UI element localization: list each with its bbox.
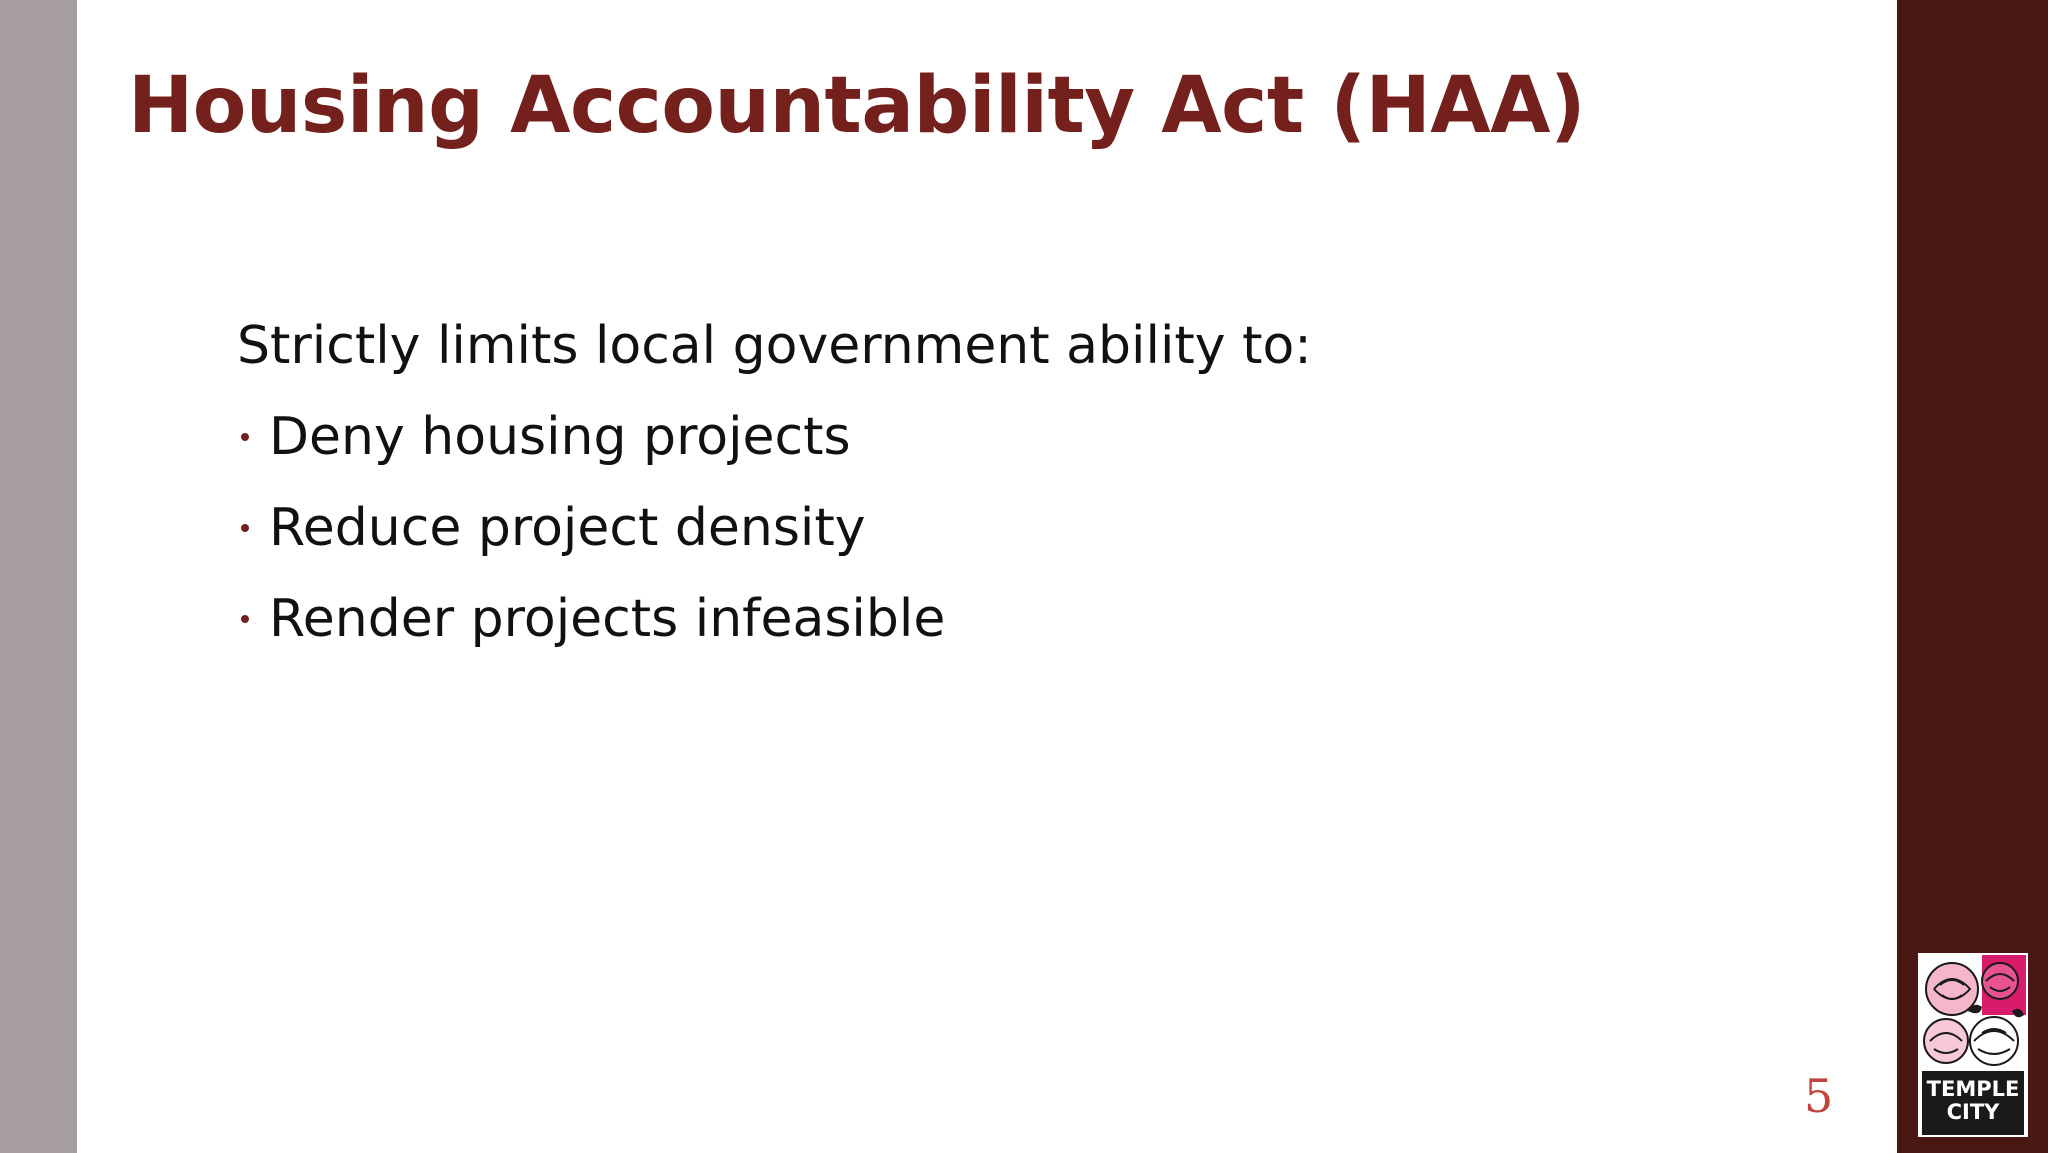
left-accent-bar bbox=[0, 0, 77, 1153]
bullet-item bbox=[237, 585, 1737, 653]
bullet-dot-icon bbox=[241, 615, 249, 623]
rose-pattern-icon bbox=[1920, 955, 2026, 1071]
bullet-text: Deny housing projects bbox=[269, 407, 851, 467]
bullet-text: Render projects infeasible bbox=[269, 589, 946, 649]
bullet-list bbox=[237, 403, 1737, 653]
slide-title: Housing Accountability Act (HAA) bbox=[128, 61, 1586, 151]
intro-text: Strictly limits local government ability to: bbox=[237, 316, 1312, 376]
bullet-dot-icon bbox=[241, 433, 249, 441]
logo-line-2: CITY bbox=[1946, 1100, 2000, 1124]
bullet-text: Reduce project density bbox=[269, 498, 866, 558]
temple-city-logo bbox=[1918, 953, 2028, 1137]
logo-wordmark bbox=[1922, 1071, 2024, 1135]
bullet-item bbox=[237, 494, 1737, 562]
slide-body bbox=[237, 312, 1737, 676]
page-number: 5 bbox=[1804, 1069, 1834, 1123]
bullet-item bbox=[237, 403, 1737, 471]
logo-line-1: TEMPLE bbox=[1926, 1077, 2020, 1101]
bullet-dot-icon bbox=[241, 524, 249, 532]
